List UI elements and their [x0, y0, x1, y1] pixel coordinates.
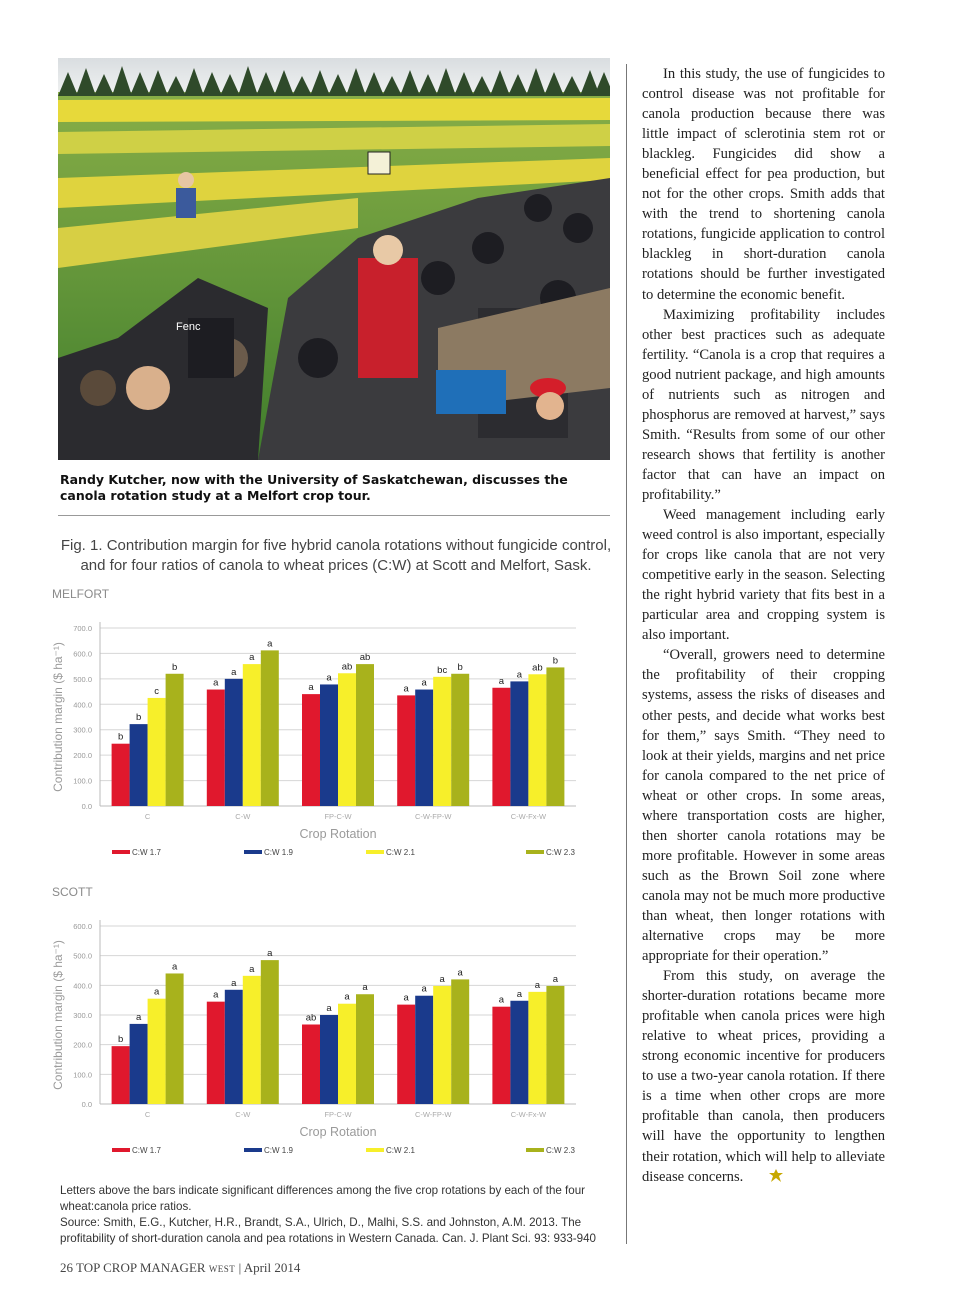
bar-letter-label: a [421, 677, 427, 689]
bar-letter-label: a [249, 652, 255, 664]
legend-swatch [244, 1148, 262, 1152]
bar-cw23 [451, 979, 469, 1104]
legend-label: C:W 2.1 [386, 848, 415, 857]
legend-swatch [526, 1148, 544, 1152]
x-tick-label: C-W [235, 1110, 251, 1119]
bar-cw21 [338, 673, 356, 806]
bar-letter-label: a [457, 967, 463, 979]
bar-letter-label: a [552, 973, 559, 985]
x-tick-label: C-W-Fx-W [510, 1110, 547, 1119]
y-tick-label: 100.0 [73, 776, 92, 786]
magazine-edition: WEST [208, 1264, 236, 1274]
bar-cw23 [261, 960, 279, 1104]
bar-letter-label: ab [532, 662, 543, 674]
legend-swatch [112, 1148, 130, 1152]
photo-illustration [58, 58, 610, 460]
bar-letter-label: b [552, 655, 559, 667]
y-tick-label: 0.0 [81, 1100, 92, 1109]
bar-cw19 [130, 724, 148, 806]
y-tick-label: 400.0 [73, 700, 92, 710]
bar-letter-label: a [267, 638, 273, 650]
bar-letter-label: a [403, 683, 409, 695]
article-paragraph: “Overall, growers need to determine the profitability of their cropping systems, assess the risks of diseases and other pests, and decide what works best for them,” says Smith. “They need to look at their yields, margins and net price for canola compared to the net price of wheat or other crops. In some areas, where transportation costs are higher, then shorter canola rotations may be more profitable. However in some areas such as the Brown Soil zone where canola may not be much more productive than wheat, then longer rotations with alternative crops may be more appropriate for their operation.” [642, 647, 885, 965]
bar-cw19 [415, 690, 433, 806]
y-tick-label: 100.0 [73, 1070, 92, 1080]
y-tick-label: 300.0 [73, 725, 92, 735]
bar-letter-label: a [403, 992, 409, 1004]
x-tick-label: C-W [235, 812, 251, 821]
bar-letter-label: a [267, 948, 273, 960]
bar-letter-label: a [171, 961, 178, 973]
bar-cw21 [433, 986, 451, 1104]
bar-cw17 [397, 1005, 415, 1104]
page-number: 26 [60, 1260, 73, 1275]
y-tick-label: 0.0 [81, 802, 92, 811]
legend-label: C:W 1.9 [264, 1146, 293, 1155]
bar-letter-label: a [421, 983, 427, 995]
x-tick-label: C [144, 812, 151, 821]
legend-swatch [244, 850, 262, 854]
bar-cw17 [492, 1007, 510, 1104]
bar-letter-label: a [326, 1003, 332, 1014]
bar-cw23 [546, 986, 564, 1104]
bar-letter-label: b [457, 661, 463, 673]
bar-cw21 [243, 976, 261, 1104]
canola-leaf-icon [747, 1168, 784, 1190]
bar-cw21 [148, 999, 166, 1104]
bar-letter-label: a [534, 979, 541, 991]
figure-source: Source: Smith, E.G., Kutcher, H.R., Brandt, S.A., Ulrich, D., Malhi, S.S. and Johnston, A.M. 2013. The profitability of short-duration canola and pea rotations in Western Canada. Can. J. Plant Sci. 93: 933-940 [60, 1216, 596, 1245]
y-tick-label: 400.0 [73, 981, 92, 991]
crop-tour-photo [58, 58, 610, 460]
figure-title: Fig. 1. Contribution margin for five hybrid canola rotations without fungicide control, and for four ratios of canola to wheat prices (C:W) at Scott and Melfort, Sask. [60, 537, 612, 574]
x-tick-label: C-W-Fx-W [510, 812, 547, 821]
x-tick-label: C-W-FP-W [414, 812, 452, 821]
bar-cw21 [528, 992, 546, 1104]
bar-cw21 [528, 674, 546, 806]
x-axis-label: Crop Rotation [299, 1125, 377, 1139]
legend-swatch [366, 1148, 384, 1152]
bar-cw17 [207, 690, 225, 806]
y-tick-label: 600.0 [73, 649, 92, 659]
chart-station-title: MELFORT [52, 587, 110, 601]
bar-cw23 [356, 664, 374, 806]
y-tick-label: 300.0 [73, 1011, 92, 1020]
bar-cw17 [302, 694, 320, 806]
bar-letter-label: b [135, 712, 142, 724]
article-paragraph: Maximizing profitability includes other best practices such as adequate fertility. “Canola is a crop that requires a good nutrient package, and high amounts of nutrients such as nitrogen and phosphorus are removed at harvest,” says Smith. “Results from some of our other research shows that fertility is another factor that can have an impact on profitability.” [642, 306, 885, 503]
cap-brand-text: Fenc [176, 321, 201, 333]
bar-letter-label: a [213, 677, 219, 689]
bar-cw23 [546, 667, 564, 806]
article-paragraph: In this study, the use of fungicides to control disease was not profitable for canola production because there was little impact of sclerotinia stem rot or blackleg. Fungicides did show a beneficial effect for pea production, but not for the other crops. Smith adds that with the trend to shortening canola rotations, fungicide application to control blackleg in short-duration canola rotations should be further investigated to determine the economic benefit. [642, 66, 885, 303]
y-tick-label: 500.0 [73, 951, 92, 961]
bar-letter-label: a [498, 994, 505, 1006]
bar-cw21 [243, 664, 261, 806]
bar-cw17 [112, 1046, 130, 1104]
article-paragraph: Weed management including early weed control is also important, especially for crops like canola that are not very competitive early in the season. Selecting the right hybrid variety that fits best in a particular area and cropping system is also important. [642, 507, 885, 644]
bar-cw23 [356, 994, 374, 1104]
bar-cw19 [320, 1015, 338, 1104]
figure-note: Letters above the bars indicate significant differences among the five crop rotations by each of the four wheat:canola price ratios. [60, 1184, 586, 1213]
footer-separator: | [238, 1260, 242, 1275]
legend-label: C:W 2.3 [546, 848, 575, 857]
page-footer [60, 1260, 300, 1276]
x-tick-label: FP-C-W [324, 812, 352, 821]
y-axis-label: Contribution margin ($ ha⁻¹) [51, 642, 65, 792]
bar-cw19 [415, 996, 433, 1104]
y-tick-label: 500.0 [73, 674, 92, 684]
bar-letter-label: a [362, 982, 368, 994]
bar-cw19 [225, 679, 243, 806]
legend-label: C:W 1.9 [264, 848, 293, 857]
y-tick-label: 700.0 [73, 624, 92, 633]
bar-cw23 [261, 650, 279, 806]
bar-letter-label: a [135, 1011, 142, 1023]
bar-cw19 [225, 990, 243, 1104]
column-divider [626, 64, 627, 1244]
x-tick-label: C-W-FP-W [414, 1110, 452, 1119]
legend-label: C:W 1.7 [132, 1146, 161, 1155]
y-axis-label: Contribution margin ($ ha⁻¹) [51, 940, 65, 1090]
bar-letter-label: bc [437, 664, 448, 676]
legend-label: C:W 2.1 [386, 1146, 415, 1155]
x-tick-label: C [144, 1110, 151, 1119]
bar-cw19 [320, 684, 338, 806]
bar-cw17 [112, 744, 130, 806]
bar-cw21 [433, 677, 451, 806]
bar-letter-label: a [308, 682, 314, 694]
chart-station-title: SCOTT [52, 885, 93, 899]
legend-swatch [366, 850, 384, 854]
bar-letter-label: b [117, 1034, 124, 1046]
bar-cw23 [166, 674, 184, 806]
bar-letter-label: a [516, 669, 523, 681]
bar-letter-label: ab [341, 661, 353, 673]
legend-swatch [112, 850, 130, 854]
y-tick-label: 200.0 [73, 751, 92, 761]
bar-letter-label: a [326, 672, 332, 684]
bar-cw23 [166, 973, 184, 1104]
bar-letter-label: a [231, 977, 237, 989]
bar-letter-label: ab [305, 1012, 317, 1024]
bar-letter-label: a [344, 991, 350, 1003]
bar-letter-label: a [249, 963, 255, 975]
bar-letter-label: a [153, 986, 160, 998]
bar-letter-label: b [171, 661, 178, 673]
bar-cw19 [130, 1024, 148, 1104]
y-tick-label: 600.0 [73, 922, 92, 931]
bar-letter-label: b [117, 731, 124, 743]
bar-letter-label: a [439, 973, 445, 985]
legend-label: C:W 1.7 [132, 848, 161, 857]
bar-cw17 [302, 1024, 320, 1104]
bar-cw23 [451, 674, 469, 806]
y-tick-label: 200.0 [73, 1040, 92, 1050]
bar-letter-label: a [213, 989, 219, 1001]
x-tick-label: FP-C-W [324, 1110, 352, 1119]
magazine-name: TOP CROP MANAGER [76, 1260, 206, 1275]
bar-cw17 [397, 695, 415, 806]
x-axis-label: Crop Rotation [299, 827, 377, 841]
bar-cw21 [338, 1004, 356, 1104]
bar-cw21 [148, 698, 166, 806]
article-body [642, 64, 885, 1190]
bar-letter-label: a [498, 675, 505, 687]
bar-letter-label: a [231, 666, 237, 678]
melfort-chart [48, 584, 618, 864]
bar-letter-label: ab [359, 652, 371, 664]
legend-swatch [526, 850, 544, 854]
bar-cw17 [492, 688, 510, 806]
scott-chart [48, 882, 618, 1162]
issue-date: April 2014 [243, 1260, 301, 1275]
legend-label: C:W 2.3 [546, 1146, 575, 1155]
bar-letter-label: a [516, 988, 523, 1000]
bar-cw17 [207, 1002, 225, 1104]
caption-divider [58, 515, 610, 516]
article-paragraph-text: From this study, on average the shorter-duration rotations became more profitable when canola prices were high relative to wheat prices, providing a strong economic incentive for producers to use a two-year canola rotation. If there is a time when other crops are more profitable than canola, then producers will have the opportunity to lengthen their rotation, which will help to alleviate disease concerns. [642, 968, 885, 1185]
bar-letter-label: c [154, 685, 159, 697]
photo-caption: Randy Kutcher, now with the University of Saskatchewan, discusses the canola rotation study at a Melfort crop tour. [60, 472, 568, 503]
bar-cw19 [510, 681, 528, 806]
bar-cw19 [510, 1001, 528, 1104]
article-paragraph [642, 966, 885, 1190]
